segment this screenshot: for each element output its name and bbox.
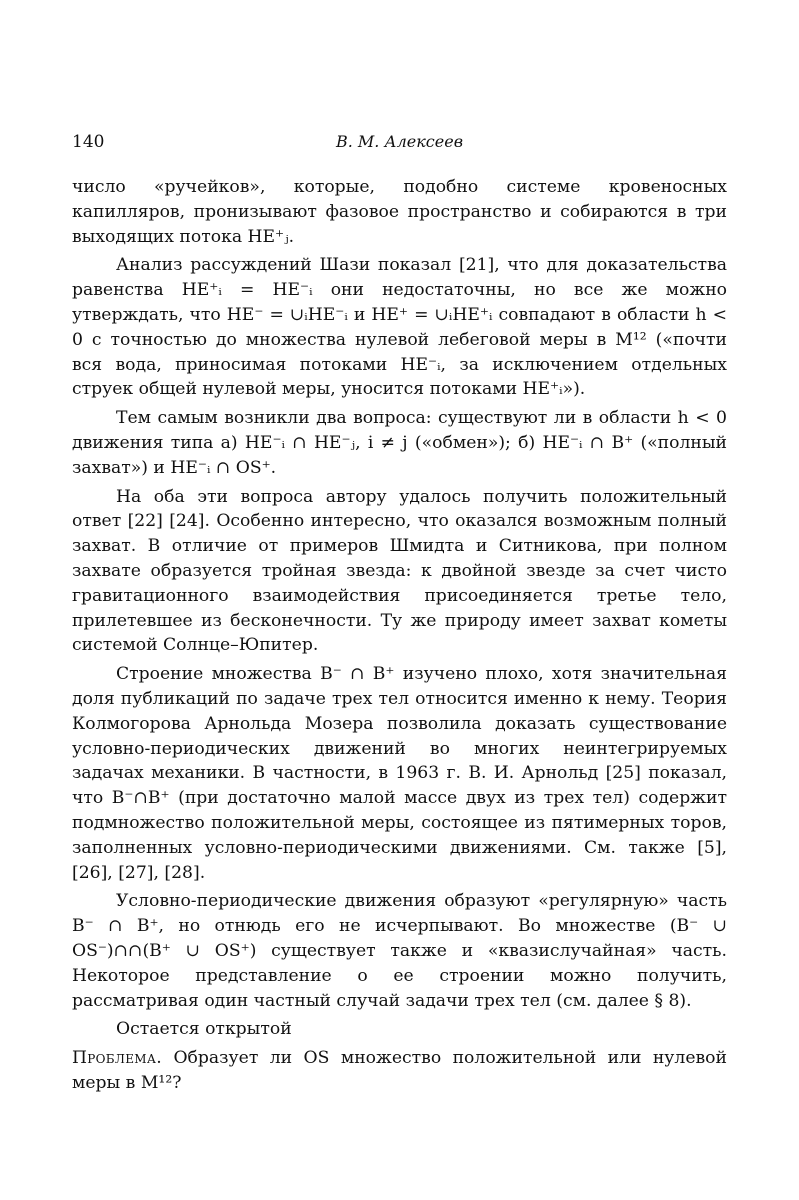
paragraph-4: На оба эти вопроса автору удалось получить положительный ответ [22] [24]. Особенно интересно, что оказался возможным полный захват. В отличие от примеров Шмидта и Ситникова, при полном захвате образуется тройная звезда: к двойной звезде за счет чисто гравитационного взаимодействия присоединяется третье тело, прилетевшее из бесконечности. Ту же природу имеет захват кометы системой Солнце–Юпитер.: [72, 486, 727, 656]
page-number: 140: [72, 132, 105, 152]
paragraph-3: Тем самым возникли два вопроса: существуют ли в области h < 0 движения типа а) HE⁻ᵢ ∩ HE⁻ⱼ, i ≠ j («обмен»); б) HE⁻ᵢ ∩ B⁺ («полный захват») и HE⁻ᵢ ∩ OS⁺.: [72, 408, 727, 478]
body-text: [72, 175, 727, 1100]
paragraph-5: Строение множества B⁻ ∩ B⁺ изучено плохо, хотя значительная доля публикаций по задаче трех тел относится именно к нему. Теория Колмогорова Арнольда Мозера позволила доказать существование условно-периодических движений во многих неинтегрируемых задачах механики. В частности, в 1963 г. В. И. Арнольд [25] показал, что B⁻∩B⁺ (при достаточно малой массе двух из трех тел) содержит подмножество положительной меры, состоящее из пятимерных торов, заполненных условно-периодическими движениями. См. также [5], [26], [27], [28].: [72, 664, 727, 883]
paragraph-6: Условно-периодические движения образуют «регулярную» часть B⁻ ∩ B⁺, но отнюдь его не исчерпывают. Во множестве (B⁻ ∪ OS⁻)∩∩(B⁺ ∪ OS⁺) существует также и «квазислучайная» часть. Некоторое представление о ее строении можно получить, рассматривая один частный случай задачи трех тел (см. далее § 8).: [72, 891, 727, 1011]
problem-statement: [72, 1046, 727, 1096]
running-head: В. М. Алексеев: [335, 132, 464, 151]
paragraph-1: число «ручейков», которые, подобно системе кровеносных капилляров, пронизывают фазовое пространство и собираются в три выходящих потока HE⁺ⱼ.: [72, 177, 727, 247]
paragraph-2: Анализ рассуждений Шази показал [21], что для доказательства равенства HE⁺ᵢ = HE⁻ᵢ они недостаточны, но все же можно утверждать, что HE⁻ = ∪ᵢHE⁻ᵢ и HE⁺ = ∪ᵢHE⁺ᵢ совпадают в области h < 0 с точностью до множества нулевой лебеговой меры в M¹² («почти вся вода, приносимая потоками HE⁻ᵢ, за исключением отдельных струек общей нулевой меры, уносится потоками HE⁺ᵢ»).: [72, 255, 727, 400]
paragraph-7: Остается открытой: [116, 1019, 292, 1040]
page-header: [72, 132, 727, 158]
problem-text: Образует ли OS множество положительной или нулевой меры в M¹²?: [72, 1048, 727, 1093]
problem-label: Проблема.: [72, 1048, 163, 1069]
